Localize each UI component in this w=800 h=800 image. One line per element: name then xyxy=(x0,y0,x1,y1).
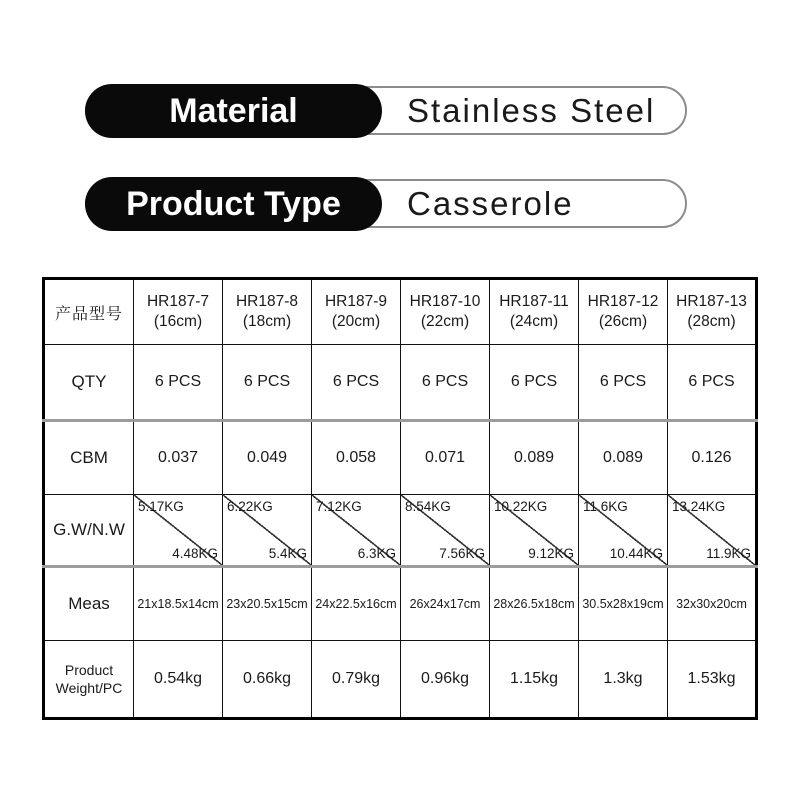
model-name: HR187-10 xyxy=(409,292,481,310)
weight-cell-5: 1.15kg xyxy=(490,641,579,719)
model-size: (22cm) xyxy=(420,313,470,330)
row-label-qty: QTY xyxy=(44,345,134,421)
cbm-cell-3: 0.058 xyxy=(312,421,401,495)
material-value: Stainless Steel xyxy=(407,92,656,129)
gwnw-cell-6 xyxy=(579,495,668,567)
gross-weight: 7.12KG xyxy=(316,499,362,514)
model-size: (16cm) xyxy=(153,313,203,330)
model-size: (28cm) xyxy=(687,313,736,330)
diagonal-divider xyxy=(668,495,755,565)
table-row-gwnw xyxy=(44,495,757,567)
weight-cell-6: 1.3kg xyxy=(579,641,668,719)
net-weight: 10.44KG xyxy=(609,546,663,561)
material-label-pill xyxy=(85,84,382,138)
table-row-meas xyxy=(44,567,757,641)
model-cell-1 xyxy=(134,279,223,345)
model-cell-7 xyxy=(668,279,757,345)
meas-cell-2: 23x20.5x15cm xyxy=(223,567,312,641)
model-cell-3 xyxy=(312,279,401,345)
meas-cell-3: 24x22.5x16cm xyxy=(312,567,401,641)
cbm-cell-7: 0.126 xyxy=(668,421,757,495)
net-weight: 4.48KG xyxy=(172,546,218,561)
gwnw-cell-1 xyxy=(134,495,223,567)
row-label-product-weight-line1: Product xyxy=(64,661,114,678)
diagonal-divider xyxy=(134,495,222,565)
weight-cell-7: 1.53kg xyxy=(668,641,757,719)
diagonal-divider xyxy=(312,495,400,565)
model-cell-2 xyxy=(223,279,312,345)
model-name: HR187-9 xyxy=(324,292,388,310)
model-cell-5 xyxy=(490,279,579,345)
product-type-label: Product Type xyxy=(126,184,341,223)
model-name: HR187-11 xyxy=(499,292,569,310)
material-label: Material xyxy=(169,91,298,130)
model-size: (24cm) xyxy=(509,313,559,330)
diagonal-divider xyxy=(579,495,667,565)
model-cell-6 xyxy=(579,279,668,345)
product-type-banner xyxy=(85,177,687,231)
meas-cell-4: 26x24x17cm xyxy=(401,567,490,641)
gwnw-cell-5 xyxy=(490,495,579,567)
row-label-product-weight-line2: Weight/PC xyxy=(55,680,123,696)
net-weight: 6.3KG xyxy=(357,546,396,561)
product-spec-table xyxy=(42,277,758,720)
qty-cell-6: 6 PCS xyxy=(579,345,668,421)
row-label-meas: Meas xyxy=(44,567,134,641)
gwnw-cell-4 xyxy=(401,495,490,567)
cbm-cell-1: 0.037 xyxy=(134,421,223,495)
diagonal-divider xyxy=(490,495,578,565)
qty-cell-3: 6 PCS xyxy=(312,345,401,421)
gross-weight: 13.24KG xyxy=(672,499,726,514)
model-name: HR187-13 xyxy=(676,292,747,310)
model-name: HR187-8 xyxy=(235,292,299,310)
product-type-value: Casserole xyxy=(407,185,574,222)
material-banner xyxy=(85,84,687,138)
table-row-cbm xyxy=(44,421,757,495)
gross-weight: 11.6KG xyxy=(583,499,628,514)
cbm-cell-6: 0.089 xyxy=(579,421,668,495)
net-weight: 9.12KG xyxy=(528,546,574,561)
qty-cell-5: 6 PCS xyxy=(490,345,579,421)
meas-cell-6: 30.5x28x19cm xyxy=(579,567,668,641)
weight-cell-3: 0.79kg xyxy=(312,641,401,719)
gwnw-cell-2 xyxy=(223,495,312,567)
net-weight: 5.4KG xyxy=(268,546,307,561)
model-size: (18cm) xyxy=(242,313,292,330)
qty-cell-4: 6 PCS xyxy=(401,345,490,421)
model-name: HR187-7 xyxy=(146,292,210,310)
qty-cell-2: 6 PCS xyxy=(223,345,312,421)
model-cell-4 xyxy=(401,279,490,345)
gross-weight: 6.22KG xyxy=(227,499,273,514)
row-label-product-weight xyxy=(44,641,134,719)
row-label-cbm: CBM xyxy=(44,421,134,495)
row-label-product-model: 产品型号 xyxy=(44,279,134,345)
qty-cell-1: 6 PCS xyxy=(134,345,223,421)
gwnw-cell-3 xyxy=(312,495,401,567)
meas-cell-5: 28x26.5x18cm xyxy=(490,567,579,641)
meas-cell-1: 21x18.5x14cm xyxy=(134,567,223,641)
cbm-cell-5: 0.089 xyxy=(490,421,579,495)
table-row-qty xyxy=(44,345,757,421)
product-type-label-pill xyxy=(85,177,382,231)
model-name: HR187-12 xyxy=(587,292,659,310)
table-row-weight xyxy=(44,641,757,719)
qty-cell-7: 6 PCS xyxy=(668,345,757,421)
gross-weight: 8.54KG xyxy=(405,499,451,514)
weight-cell-1: 0.54kg xyxy=(134,641,223,719)
meas-cell-7: 32x30x20cm xyxy=(668,567,757,641)
row-label-gwnw: G.W/N.W xyxy=(44,495,134,567)
cbm-cell-2: 0.049 xyxy=(223,421,312,495)
weight-cell-4: 0.96kg xyxy=(401,641,490,719)
table-row-model xyxy=(44,279,757,345)
model-size: (26cm) xyxy=(598,313,648,330)
diagonal-divider xyxy=(223,495,311,565)
gross-weight: 5.17KG xyxy=(138,499,184,514)
gross-weight: 10.22KG xyxy=(494,499,548,514)
net-weight: 11.9KG xyxy=(706,546,751,561)
model-size: (20cm) xyxy=(331,313,381,330)
diagonal-divider xyxy=(401,495,489,565)
weight-cell-2: 0.66kg xyxy=(223,641,312,719)
net-weight: 7.56KG xyxy=(439,546,485,561)
cbm-cell-4: 0.071 xyxy=(401,421,490,495)
gwnw-cell-7 xyxy=(668,495,757,567)
